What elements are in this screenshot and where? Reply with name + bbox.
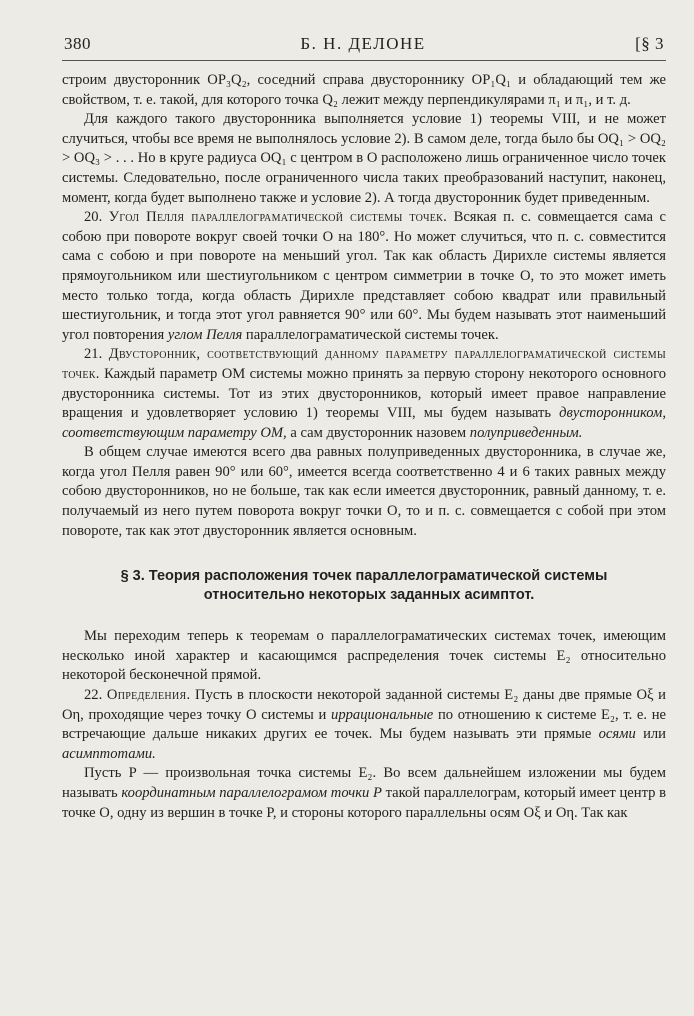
paragraph-coordinate-parallelogram	[62, 764, 666, 823]
paragraph-21-number: 21.	[84, 346, 103, 363]
section-heading-line-1: § 3. Теория расположения точек параллелограматической системы	[120, 568, 608, 585]
last-body-a: Пусть P — произвольная точка системы E₂. Во всем дальнейшем изложении мы будем называть	[62, 765, 666, 801]
paragraph-21-body-a: Каждый параметр OM системы можно принять за первую сторону некоторого основного двусторонника системы. Тот из этих двусторонников, который имеет правое направление вращения и удовлетворяет условию 1) теоремы VIII, мы будем называть	[62, 365, 666, 422]
paragraph-22-term-1: иррациональные	[331, 706, 434, 723]
section-intro: Мы переходим теперь к теоремам о параллелограматических системах точек, имеющим несколько иной характер и касающимся распределения точек системы E₂ относительно некоторой бесконечной прямой.	[62, 628, 666, 684]
paragraph-22-term-2: осями	[598, 726, 636, 743]
page-bottom-margin	[0, 978, 694, 1016]
running-header	[62, 34, 666, 61]
paragraph-21-term-2: полуприведенным.	[469, 424, 583, 441]
paragraph-22-title: Определения.	[106, 687, 191, 704]
paragraph-22-body-a: Пусть в плоскости некоторой заданной системы E₂ даны две прямые Oξ и Oη, проходящие через точку O системы и	[62, 687, 666, 723]
paragraph-20-term: углом Пелля	[167, 326, 243, 343]
running-author: Б. Н. ДЕЛОНЕ	[300, 34, 426, 53]
last-term: координатным параллелограмом точки P	[121, 785, 382, 801]
page-number: 380	[64, 34, 91, 53]
paragraph-20	[62, 208, 666, 345]
paragraph-21-title: Двусторонник, соответствующий данному параметру параллелограматической системы точек.	[62, 346, 666, 382]
paragraph-21-continued: В общем случае имеются всего два равных полуприведенных двусторонника, в случае же, когда угол Пелля равен 90° или 60°, имеется всегда соответственно 4 и 6 таких равных между собою двусторонников, но не больше, так как если имеется двусторонник, равный данному, т. е. получаемый из него путем поворота вокруг точки O, то и п. с. совмещается с собой при этом повороте, так как этот двусторонник является основным.	[62, 444, 666, 539]
paragraph-continuation: строим двусторонник OP₃Q₂, соседний справа двустороннику OP₁Q₁ и обладающий тем же свойством, т. е. такой, для которого точка Q₂ лежит между перпендикулярами π₁ и π₁, и т. д.	[62, 72, 666, 108]
paragraph-21	[62, 345, 666, 443]
section-reference: [§ 3	[635, 34, 664, 53]
paragraph-22-body-c: или	[643, 726, 666, 743]
paragraph-21-term-1: двусторонником, соответствующим параметру OM,	[62, 405, 666, 441]
paragraph-20-number: 20.	[84, 209, 103, 226]
paragraph-theorem-condition: Для каждого такого двусторонника выполняется условие 1) теоремы VIII, и не может случиться, чтобы все время не выполнялось условие 2). В самом деле, тогда было бы OQ₁ > OQ₂ > OQ₃ > . . . Но в круге радиуса OQ₁ с центром в O расположено лишь ограниченное число точек системы. Следовательно, после ограниченного числа таких преобразований наступит, наконец, момент, когда будет выполнено также и условие 2). А тогда двусторонник будет приведенным.	[62, 111, 666, 206]
paragraph-20-body-b: параллелограматической системы точек.	[245, 326, 499, 343]
section-heading	[62, 567, 666, 605]
paragraph-20-title: Угол Пелля параллелограматической системы точек.	[108, 209, 448, 226]
paragraph-20-body-a: Всякая п. с. совмещается сама с собою при повороте вокруг своей точки O на 180°. Но может случиться, что п. с. совместится сама с собою и при повороте на меньший угол. Так как область Дирихле системы является прямоугольником или шестиугольником с центром симметрии в точке O, то это может иметь место только тогда, когда область Дирихле представляет собою квадрат или правильный шестиугольник, и тогда этот угол равняется 90° или 60°. Мы будем называть этот наименьший угол повторения	[62, 209, 666, 343]
paragraph-21-body-b: а сам двусторонник назовем	[290, 424, 467, 441]
paragraph-22-term-3: асимптотами.	[62, 745, 156, 762]
paragraph-22	[62, 686, 666, 764]
paragraph-22-number: 22.	[84, 687, 103, 704]
paragraph-22-body-b: по отношению к системе E₂, т. е. не встречающие дальше никаких других ее точек. Мы будем называть эти прямые	[62, 706, 667, 743]
body-text	[62, 71, 666, 823]
last-body-b: такой параллелограм, который имеет центр в точке O, одну из вершин в точке P, и стороны которого параллельны осям Oξ и Oη. Так как	[62, 785, 666, 821]
section-heading-line-2: относительно некоторых заданных асимптот.	[203, 587, 535, 604]
